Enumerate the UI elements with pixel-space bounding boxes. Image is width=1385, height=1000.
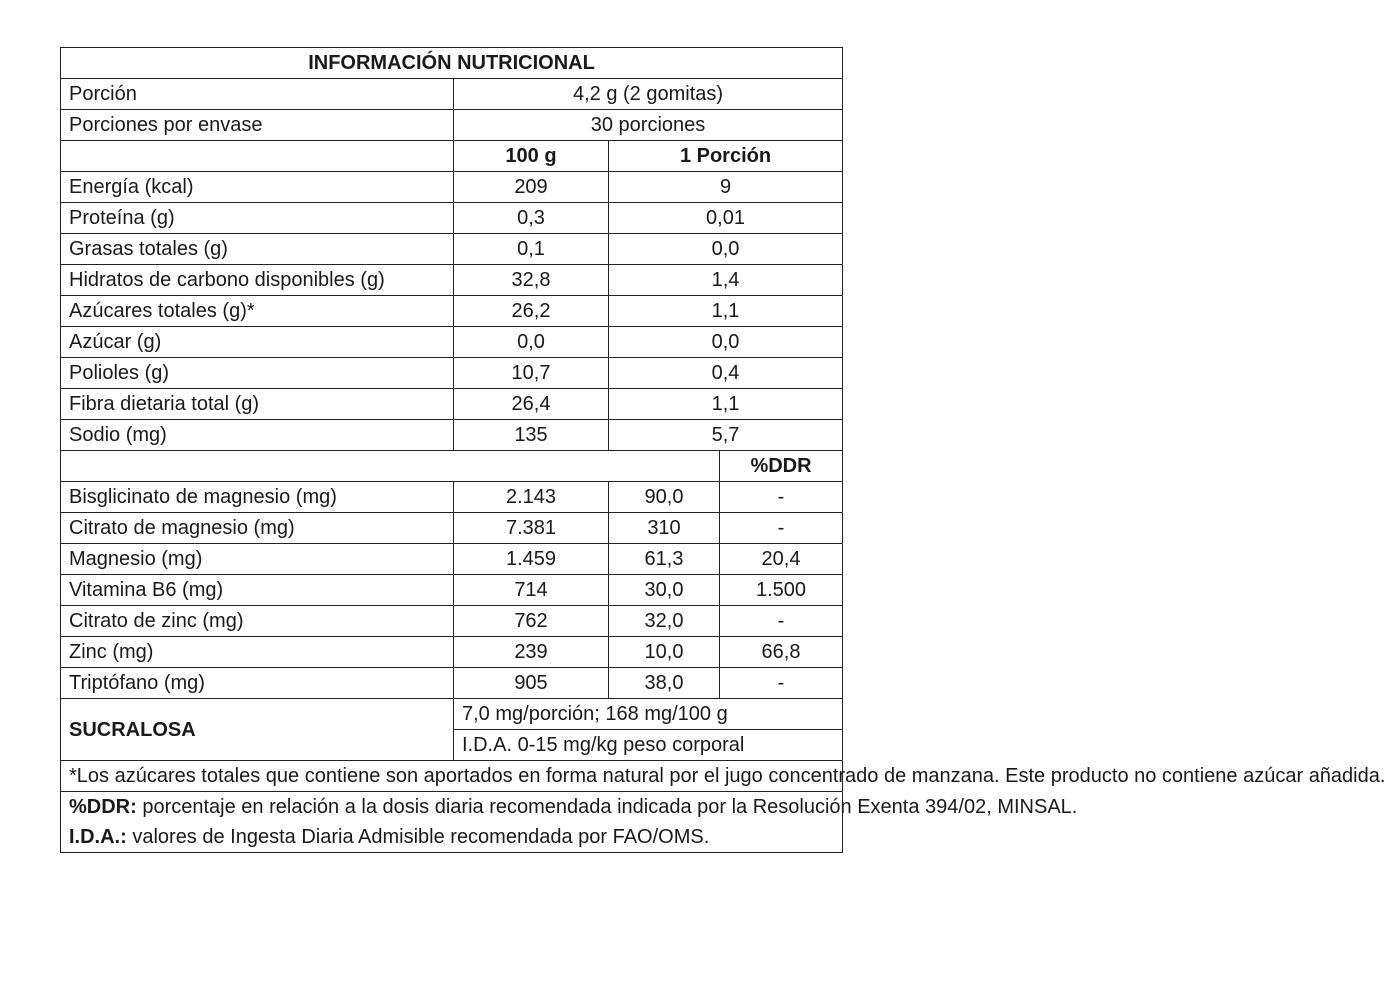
header-portion: 1 Porción [609,141,843,172]
sugar-footnote [61,761,1385,792]
column-header-row [61,141,843,172]
portions-per-package-row [61,110,843,141]
sucralosa-row [61,699,843,730]
ida-term: I.D.A.: [69,826,127,848]
nutrient-per-portion: 5,7 [609,420,843,451]
mineral-ddr: 66,8 [720,637,843,668]
nutrient-label: Azúcares totales (g)* [61,296,454,327]
nutrient-per-portion: 1,1 [609,296,843,327]
nutrient-per100: 0,0 [454,327,609,358]
nutrient-label: Polioles (g) [61,358,454,389]
mineral-label: Vitamina B6 (mg) [61,575,454,606]
nutrient-label: Hidratos de carbono disponibles (g) [61,265,454,296]
mineral-per100: 762 [454,606,609,637]
title-row [61,48,843,79]
nutrient-per100: 135 [454,420,609,451]
mineral-per100: 714 [454,575,609,606]
table-row [61,544,843,575]
table-row [61,203,843,234]
nutrient-label: Azúcar (g) [61,327,454,358]
ddr-header-empty-cell [61,451,720,482]
nutrient-label: Fibra dietaria total (g) [61,389,454,420]
table-row [61,265,843,296]
mineral-ddr: - [720,606,843,637]
nutrient-label: Energía (kcal) [61,172,454,203]
table-row [61,327,843,358]
header-100g: 100 g [454,141,609,172]
table-row [61,637,843,668]
nutrient-label: Grasas totales (g) [61,234,454,265]
nutrient-per100: 0,1 [454,234,609,265]
mineral-per100: 1.459 [454,544,609,575]
portions-per-package-value: 30 porciones [454,110,843,141]
table-row [61,482,843,513]
ddr-term: %DDR: [69,796,137,818]
nutrient-per100: 10,7 [454,358,609,389]
nutrient-per-portion: 0,01 [609,203,843,234]
nutrient-per-portion: 0,4 [609,358,843,389]
portion-value: 4,2 g (2 gomitas) [454,79,843,110]
portions-per-package-label: Porciones por envase [61,110,454,141]
definitions-row [61,792,843,853]
nutrient-per-portion: 1,1 [609,389,843,420]
mineral-per100: 239 [454,637,609,668]
table-row [61,420,843,451]
nutrient-per-portion: 9 [609,172,843,203]
table-row [61,172,843,203]
mineral-label: Citrato de magnesio (mg) [61,513,454,544]
nutrient-per-portion: 0,0 [609,327,843,358]
table-row [61,606,843,637]
ida-text: valores de Ingesta Diaria Admisible recomendada por FAO/OMS. [126,826,710,848]
table-row [61,296,843,327]
nutrient-per100: 26,2 [454,296,609,327]
nutrient-per100: 26,4 [454,389,609,420]
mineral-label: Triptófano (mg) [61,668,454,699]
definitions [61,792,1078,853]
nutrient-label: Sodio (mg) [61,420,454,451]
ddr-definition [69,792,1078,822]
mineral-per-portion: 310 [609,513,720,544]
mineral-per-portion: 61,3 [609,544,720,575]
nutrition-table [60,47,1385,853]
mineral-per100: 7.381 [454,513,609,544]
mineral-per-portion: 32,0 [609,606,720,637]
table-row [61,575,843,606]
mineral-per100: 905 [454,668,609,699]
portion-row [61,79,843,110]
mineral-label: Bisglicinato de magnesio (mg) [61,482,454,513]
mineral-label: Magnesio (mg) [61,544,454,575]
nutrient-per100: 32,8 [454,265,609,296]
nutrient-label: Proteína (g) [61,203,454,234]
nutrient-per-portion: 0,0 [609,234,843,265]
mineral-label: Citrato de zinc (mg) [61,606,454,637]
mineral-per-portion: 10,0 [609,637,720,668]
table-row [61,358,843,389]
mineral-per-portion: 30,0 [609,575,720,606]
footnote-row [61,761,843,792]
sucralosa-label: SUCRALOSA [61,699,454,761]
portion-label: Porción [61,79,454,110]
ddr-header-row [61,451,843,482]
header-empty-cell [61,141,454,172]
mineral-label: Zinc (mg) [61,637,454,668]
table-row [61,668,843,699]
table-row [61,389,843,420]
header-ddr: %DDR [720,451,843,482]
mineral-ddr: - [720,482,843,513]
ddr-text: porcentaje en relación a la dosis diaria recomendada indicada por la Resolución Exenta 394/02, MINSAL. [136,796,1078,818]
nutrient-per100: 0,3 [454,203,609,234]
nutrient-per100: 209 [454,172,609,203]
mineral-ddr: - [720,668,843,699]
table-row [61,234,843,265]
table-title: INFORMACIÓN NUTRICIONAL [61,48,843,79]
ida-definition [69,822,834,852]
mineral-per-portion: 38,0 [609,668,720,699]
table-row [61,513,843,544]
sucralosa-amount: 7,0 mg/porción; 168 mg/100 g [454,699,843,730]
mineral-ddr: 20,4 [720,544,843,575]
sucralosa-ida: I.D.A. 0-15 mg/kg peso corporal [454,730,843,761]
mineral-ddr: - [720,513,843,544]
nutrition-panel [60,47,1385,853]
sugar-footnote-text: *Los azúcares totales que contiene son aportados en forma natural por el jugo concentrado de manzana. Este producto no contiene azúcar añadida. [69,765,1385,787]
mineral-per-portion: 90,0 [609,482,720,513]
mineral-per100: 2.143 [454,482,609,513]
nutrient-per-portion: 1,4 [609,265,843,296]
mineral-ddr: 1.500 [720,575,843,606]
